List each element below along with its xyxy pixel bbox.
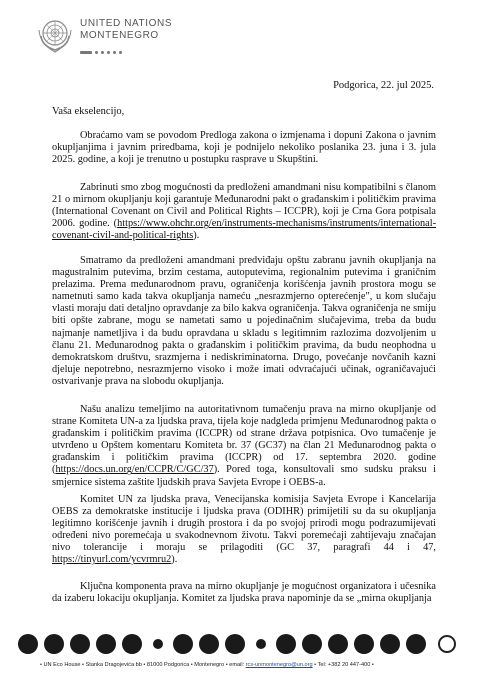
org-country: MONTENEGRO [80, 30, 159, 41]
sdg-dot-icon [70, 634, 90, 654]
footer-address-text: • UN Eco House • Stanka Dragojevića bb • 81000 Podgorica • Montenegro • email: [40, 662, 246, 668]
sdg-dot-icon [406, 634, 426, 654]
paragraph-3 [52, 255, 436, 388]
gc37-link[interactable]: https://docs.un.org/en/CCPR/C/GC/37 [55, 464, 214, 476]
paragraph-2-text-a: Zabrinuti smo zbog mogućnosti da predloženi amandmani nisu kompatibilni s članom 21 o mirnom okupljanju koji garantuje Međunarodni pakt o građanskim i političkim pravima (International Covenant on Civil and Political Rights – ICCPR), koji je Crna Gora potpisala 2006. godine. ( [52, 182, 436, 230]
letterhead-dots [80, 43, 150, 49]
paragraph-4-text-b: ). Pored toga, konsultovali smo sudsku praksu i smjernice sistema zaštite ljudskih prava Savjeta Evrope i OEBS-a. [52, 464, 436, 488]
un-emblem-icon [36, 16, 74, 54]
footer-phone: • Tel: +382 20 447-400 • [312, 662, 374, 668]
letterhead [36, 16, 236, 56]
letter-date: Podgorica, 22. jul 2025. [333, 80, 434, 91]
sdg-dot-icon [302, 634, 322, 654]
paragraph-4-text-a: Našu analizu temeljimo na autoritativnom tumačenju prava na mirno okupljanje od strane Komiteta UN-a za ljudska prava, tijela koje nadgleda primjenu Međunarodnog pakta o građanskim i političkim pravima (ICCPR) od strane država potpisnica. Ovo tumačenje je utvrđeno u Opštem komentaru Komiteta br. 37 (GC37) na član 21 Međunarodnog pakta o građanskim i političkim pravima (ICCPR) od 17. septembra 2020. godine ( [52, 404, 437, 476]
sdg-dot-icon [18, 634, 38, 654]
salutation: Vaša ekselencijo, [52, 106, 125, 117]
sdg-dot-icon [199, 634, 219, 654]
paragraph-6-text: Ključna komponenta prava na mirno okupljanje je mogućnost organizatora i učesnika da izaberu lokaciju okupljanja. Komitet za ljudska prava napominje da se „mirna okupljanja [52, 581, 436, 605]
paragraph-2 [52, 182, 436, 242]
paragraph-1 [52, 130, 436, 166]
footer-sdg-dots [18, 631, 468, 657]
paragraph-5 [52, 494, 436, 567]
sdg-dot-icon [256, 639, 266, 649]
sdg-dot-icon [173, 634, 193, 654]
iccpr-link[interactable]: https://www.ohchr.org/en/instruments-mechanisms/instruments/international-covenant-civil-and-political-rights [52, 218, 436, 242]
footer-address [40, 662, 470, 668]
sdg-dot-icon [328, 634, 348, 654]
sdg-dot-icon [44, 634, 64, 654]
sdg-dot-icon [276, 634, 296, 654]
paragraph-6 [52, 581, 436, 605]
sdg-dot-icon [96, 634, 116, 654]
paragraph-2-text-b: ). [193, 230, 200, 242]
sdg-dot-icon [122, 634, 142, 654]
sdg-dot-icon [225, 634, 245, 654]
sdg-dot-icon [380, 634, 400, 654]
sdg-dot-icon [354, 634, 374, 654]
org-name: UNITED NATIONS [80, 18, 173, 29]
sdg-wheel-icon [438, 635, 456, 653]
sdg-dot-icon [153, 639, 163, 649]
paragraph-4 [52, 404, 436, 489]
paragraph-1-text: Obraćamo vam se povodom Predloga zakona o izmjenama i dopuni Zakona o javnim okupljanjima i javnim priredbama, koji je podnijelo nekoliko poslanika 23. juna i 3. jula 2025. godine, a koji je trenutno u postupku rasprave u Skupštini. [52, 130, 436, 166]
footer-email-link[interactable]: rcs-unmontenegro@un.org [245, 662, 313, 668]
paragraph-2-text [52, 182, 436, 242]
tinyurl-link[interactable]: https://tinyurl.com/ycvrmru2 [52, 554, 172, 566]
paragraph-5-text [52, 494, 436, 567]
paragraph-5-text-a: Komitet UN za ljudska prava, Venecijanska komisija Savjeta Evrope i Kancelarija OEBS za demokratske institucije i ljudska prava (ODIHR) primijetili su da su okupljanja legitimno korišćenje javnih i drugih prostora i da po svojoj prirodi mogu podrazumijevati određeni nivo poremećaja u svakodnevnom životu. Takvi poremećaji zahtijevaju značajan nivo tolerancije i moraju se prilagoditi (GC 37, paragrafi 44 i 47, [52, 494, 436, 554]
paragraph-4-text [52, 404, 436, 489]
paragraph-3-text: Smatramo da predloženi amandmani predviđaju opštu zabranu javnih okupljanja na magustralnim putevima, brzim cestama, autoputevima, regionalnim putevima i graničnim prelazima. Prema međunarodnom pravu, ograničenja korišćenja javnih prostora mogu se nametnuti samo kada takva okupljanja nameću „nesrazmjerno opterećenje", u kom slučaju vlasti moraju dati detaljno opravdanje za bilo kakva ograničenja. Takva ograničenja ne smiju biti opšte zabrane, mogu se nametati samo u pojedinačnim slučajevima, treba da budu najmanje nametljiva i da budu opravdana u skladu s legitimnim razlozima dozvoljenim u članu 21. Međunarodnog pakta o građanskim i političkim pravima, da budu neophodna u demokratskom društvu, srazmjerna i nediskriminatorna. Drugo, povećanje novčanih kazni djeluje nepotrebno, nesrazmjerno visoko i može imati odvraćajući učinak, ograničavajući ostvarivanje prava na slobodu okupljanja. [52, 255, 436, 387]
paragraph-5-text-b: ). [171, 554, 178, 566]
